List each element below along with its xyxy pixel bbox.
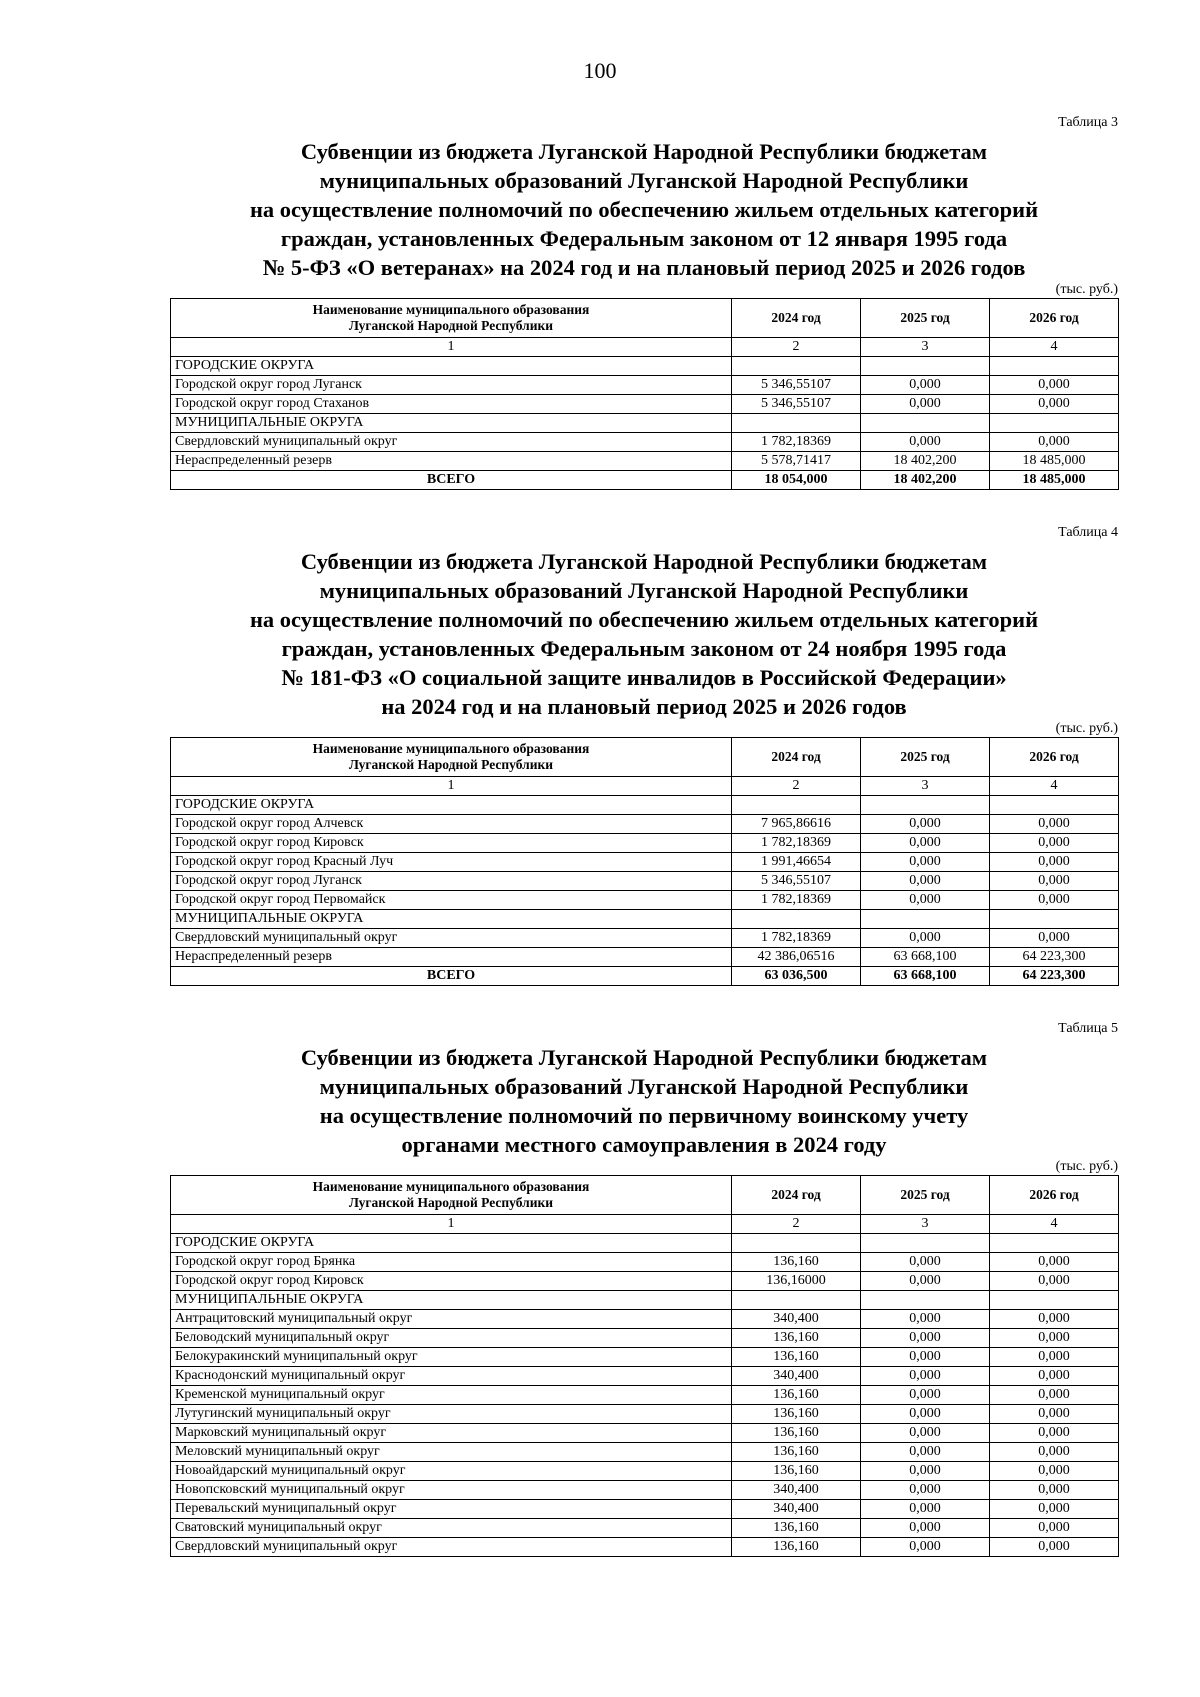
row-name: МУНИЦИПАЛЬНЫЕ ОКРУГА [171,414,732,433]
table-row [171,948,1119,967]
title-line: граждан, установленных Федеральным законом от 24 ноября 1995 года [281,636,1007,661]
table-row [171,1253,1119,1272]
row-value [861,414,990,433]
row-name: Городской округ город Кировск [171,834,732,853]
row-value: 0,000 [990,1329,1119,1348]
row-value: 0,000 [861,1500,990,1519]
row-value: 1 782,18369 [732,834,861,853]
table-row [171,1405,1119,1424]
row-value: 18 485,000 [990,452,1119,471]
row-value: 0,000 [861,1272,990,1291]
table-4-section [170,525,1118,986]
row-name: Городской округ город Брянка [171,1253,732,1272]
section-title [170,1043,1118,1159]
row-value: 0,000 [990,853,1119,872]
title-line: граждан, установленных Федеральным законом от 12 января 1995 года [280,226,1008,251]
column-header-name-line2: Луганской Народной Республики [348,318,554,333]
row-value: 7 965,86616 [732,815,861,834]
table-row [171,1462,1119,1481]
row-name: Свердловский муниципальный округ [171,929,732,948]
table-row [171,1329,1119,1348]
column-header-y2024: 2024 год [732,299,861,338]
table-row [171,796,1119,815]
row-value: 0,000 [861,853,990,872]
column-header-name-line2: Луганской Народной Республики [348,1195,554,1210]
row-value: 1 782,18369 [732,433,861,452]
row-value [861,796,990,815]
row-value: 340,400 [732,1500,861,1519]
row-value: 0,000 [990,1405,1119,1424]
column-index-row [171,338,1119,357]
table-row [171,872,1119,891]
column-header-y2026: 2026 год [990,299,1119,338]
table-row [171,414,1119,433]
title-line: на 2024 год и на плановый период 2025 и 2026 годов [381,694,907,719]
row-name: Антрацитовский муниципальный округ [171,1310,732,1329]
row-name: МУНИЦИПАЛЬНЫЕ ОКРУГА [171,910,732,929]
row-value: 0,000 [990,1500,1119,1519]
row-value [990,1234,1119,1253]
row-value: 1 782,18369 [732,929,861,948]
row-value: 340,400 [732,1367,861,1386]
table-row [171,929,1119,948]
column-index: 2 [732,338,861,357]
row-value: 136,160 [732,1348,861,1367]
row-value: 0,000 [990,1253,1119,1272]
row-name: Городской округ город Луганск [171,872,732,891]
table-row [171,1500,1119,1519]
unit-label: (тыс. руб.) [1055,282,1118,297]
page-number: 100 [583,58,617,83]
row-value: 0,000 [861,1405,990,1424]
row-value [732,357,861,376]
table-row [171,357,1119,376]
row-value: 0,000 [861,1462,990,1481]
row-value: 5 578,71417 [732,452,861,471]
row-name: Свердловский муниципальный округ [171,1538,732,1557]
table-row [171,891,1119,910]
row-value: 0,000 [861,1519,990,1538]
row-value: 0,000 [990,1367,1119,1386]
unit-label: (тыс. руб.) [1055,1159,1118,1174]
row-name: Краснодонский муниципальный округ [171,1367,732,1386]
row-value: 0,000 [861,1310,990,1329]
column-index: 3 [861,1215,990,1234]
row-value [990,414,1119,433]
row-name: Городской округ город Алчевск [171,815,732,834]
row-value: 0,000 [861,929,990,948]
row-name: ГОРОДСКИЕ ОКРУГА [171,1234,732,1253]
row-name: Городской округ город Красный Луч [171,853,732,872]
row-name: Городской округ город Стаханов [171,395,732,414]
row-value: 0,000 [861,1386,990,1405]
column-header-name-line1: Наименование муниципального образования [312,741,590,756]
table-row [171,1310,1119,1329]
column-header-name-line2: Луганской Народной Республики [348,757,554,772]
row-value: 0,000 [990,872,1119,891]
table-row [171,1424,1119,1443]
title-line: муниципальных образований Луганской Народной Республики [319,1074,969,1099]
row-value: 0,000 [990,834,1119,853]
row-value: 1 991,46654 [732,853,861,872]
column-index: 1 [171,338,732,357]
column-header-name [171,1176,732,1215]
column-index: 3 [861,338,990,357]
column-index-row [171,777,1119,796]
title-line: на осуществление полномочий по первичному воинскому учету [319,1103,969,1128]
table-row [171,853,1119,872]
row-value: 136,160 [732,1329,861,1348]
row-value [732,1291,861,1310]
row-value: 0,000 [990,376,1119,395]
row-value [990,1291,1119,1310]
column-header-y2025: 2025 год [861,738,990,777]
table-row [171,1272,1119,1291]
row-value [732,796,861,815]
row-value [861,910,990,929]
total-value: 18 402,200 [861,471,990,490]
row-value: 0,000 [990,1443,1119,1462]
row-name: МУНИЦИПАЛЬНЫЕ ОКРУГА [171,1291,732,1310]
total-value: 63 668,100 [861,967,990,986]
table-row [171,1291,1119,1310]
column-header-y2024: 2024 год [732,1176,861,1215]
table-row [171,1348,1119,1367]
column-index: 1 [171,777,732,796]
table-5-section [170,1021,1118,1557]
header-row [171,299,1119,338]
row-name: Марковский муниципальный округ [171,1424,732,1443]
title-line: муниципальных образований Луганской Народной Республики [319,168,969,193]
row-value [990,910,1119,929]
table-label: Таблица 5 [1058,1021,1118,1036]
table-row [171,1519,1119,1538]
row-value: 0,000 [861,1443,990,1462]
row-value [732,414,861,433]
budget-table [170,1175,1119,1557]
row-value: 0,000 [990,433,1119,452]
title-line: на осуществление полномочий по обеспечению жильем отдельных категорий [249,607,1039,632]
row-value: 340,400 [732,1481,861,1500]
table-row [171,1538,1119,1557]
row-name: Свердловский муниципальный округ [171,433,732,452]
table-label: Таблица 4 [1058,525,1118,540]
total-value: 63 036,500 [732,967,861,986]
title-line: № 181-ФЗ «О социальной защите инвалидов в Российской Федерации» [281,665,1007,690]
column-header-y2025: 2025 год [861,299,990,338]
column-index: 3 [861,777,990,796]
table-row [171,452,1119,471]
row-value: 0,000 [861,1538,990,1557]
column-header-name [171,299,732,338]
row-value: 136,160 [732,1405,861,1424]
column-index: 4 [990,1215,1119,1234]
row-name: Нераспределенный резерв [171,452,732,471]
header-row [171,738,1119,777]
row-value: 64 223,300 [990,948,1119,967]
row-value: 0,000 [990,1424,1119,1443]
row-value: 0,000 [861,891,990,910]
row-value: 136,160 [732,1519,861,1538]
column-header-name [171,738,732,777]
row-name: Городской округ город Кировск [171,1272,732,1291]
row-value: 0,000 [990,891,1119,910]
row-value: 0,000 [861,1329,990,1348]
row-name: Нераспределенный резерв [171,948,732,967]
title-line: Субвенции из бюджета Луганской Народной Республики бюджетам [300,549,988,574]
row-name: Лутугинский муниципальный округ [171,1405,732,1424]
row-value: 0,000 [861,1367,990,1386]
column-header-y2026: 2026 год [990,738,1119,777]
row-value [861,1234,990,1253]
row-value [990,796,1119,815]
budget-table [170,298,1119,490]
total-row [171,471,1119,490]
row-name: Беловодский муниципальный округ [171,1329,732,1348]
total-label: ВСЕГО [171,471,732,490]
row-value: 136,16000 [732,1272,861,1291]
table-row [171,376,1119,395]
row-value: 0,000 [990,929,1119,948]
row-value: 0,000 [990,395,1119,414]
table-row [171,1367,1119,1386]
title-line: Субвенции из бюджета Луганской Народной Республики бюджетам [300,1045,988,1070]
column-index: 2 [732,777,861,796]
table-row [171,1443,1119,1462]
table-row [171,910,1119,929]
title-line: муниципальных образований Луганской Народной Республики [319,578,969,603]
row-value: 136,160 [732,1538,861,1557]
title-line: на осуществление полномочий по обеспечению жильем отдельных категорий [249,197,1039,222]
title-line: органами местного самоуправления в 2024 году [401,1132,887,1157]
total-label: ВСЕГО [171,967,732,986]
table-row [171,1234,1119,1253]
table-row [171,1481,1119,1500]
table-row [171,1386,1119,1405]
row-value: 0,000 [861,1253,990,1272]
row-value [732,910,861,929]
row-value: 0,000 [990,815,1119,834]
row-value: 0,000 [990,1481,1119,1500]
table-3-section [170,115,1118,490]
column-index: 4 [990,338,1119,357]
row-value: 136,160 [732,1424,861,1443]
row-name: Сватовский муниципальный округ [171,1519,732,1538]
table-row [171,834,1119,853]
column-index: 1 [171,1215,732,1234]
unit-label: (тыс. руб.) [1055,721,1118,736]
table-label: Таблица 3 [1058,115,1118,130]
table-row [171,815,1119,834]
row-value [990,357,1119,376]
row-value: 1 782,18369 [732,891,861,910]
table-row [171,433,1119,452]
budget-table [170,737,1119,986]
row-value: 0,000 [861,395,990,414]
section-title [170,547,1118,721]
title-line: Субвенции из бюджета Луганской Народной Республики бюджетам [300,139,988,164]
column-header-name-line1: Наименование муниципального образования [312,302,590,317]
row-name: Кременской муниципальный округ [171,1386,732,1405]
row-value: 136,160 [732,1253,861,1272]
row-value: 0,000 [861,834,990,853]
column-index: 4 [990,777,1119,796]
row-name: Городской округ город Первомайск [171,891,732,910]
total-value: 18 485,000 [990,471,1119,490]
row-name: Меловский муниципальный округ [171,1443,732,1462]
row-name: ГОРОДСКИЕ ОКРУГА [171,357,732,376]
row-value: 0,000 [861,872,990,891]
row-value: 5 346,55107 [732,395,861,414]
row-value: 0,000 [990,1272,1119,1291]
column-header-y2025: 2025 год [861,1176,990,1215]
row-value: 5 346,55107 [732,872,861,891]
row-value [861,357,990,376]
row-value: 0,000 [861,1481,990,1500]
row-name: Новопсковский муниципальный округ [171,1481,732,1500]
row-name: Городской округ город Луганск [171,376,732,395]
row-value: 0,000 [990,1519,1119,1538]
row-value: 136,160 [732,1462,861,1481]
row-value: 0,000 [861,1424,990,1443]
column-header-y2026: 2026 год [990,1176,1119,1215]
row-name: ГОРОДСКИЕ ОКРУГА [171,796,732,815]
row-value: 0,000 [990,1348,1119,1367]
total-value: 64 223,300 [990,967,1119,986]
row-value: 0,000 [861,376,990,395]
row-value [732,1234,861,1253]
row-name: Перевальский муниципальный округ [171,1500,732,1519]
row-value: 0,000 [861,1348,990,1367]
column-header-y2024: 2024 год [732,738,861,777]
row-value: 136,160 [732,1443,861,1462]
row-value: 0,000 [990,1462,1119,1481]
row-value [861,1291,990,1310]
total-row [171,967,1119,986]
header-row [171,1176,1119,1215]
row-value: 0,000 [990,1538,1119,1557]
title-line: № 5-ФЗ «О ветеранах» на 2024 год и на плановый период 2025 и 2026 годов [262,255,1026,280]
row-value: 0,000 [990,1386,1119,1405]
section-title [170,137,1118,282]
row-value: 0,000 [861,815,990,834]
row-name: Белокуракинский муниципальный округ [171,1348,732,1367]
row-value: 136,160 [732,1386,861,1405]
row-value: 18 402,200 [861,452,990,471]
row-value: 340,400 [732,1310,861,1329]
row-name: Новоайдарский муниципальный округ [171,1462,732,1481]
row-value: 0,000 [990,1310,1119,1329]
column-index-row [171,1215,1119,1234]
total-value: 18 054,000 [732,471,861,490]
row-value: 42 386,06516 [732,948,861,967]
row-value: 5 346,55107 [732,376,861,395]
column-index: 2 [732,1215,861,1234]
table-row [171,395,1119,414]
row-value: 63 668,100 [861,948,990,967]
column-header-name-line1: Наименование муниципального образования [312,1179,590,1194]
row-value: 0,000 [861,433,990,452]
